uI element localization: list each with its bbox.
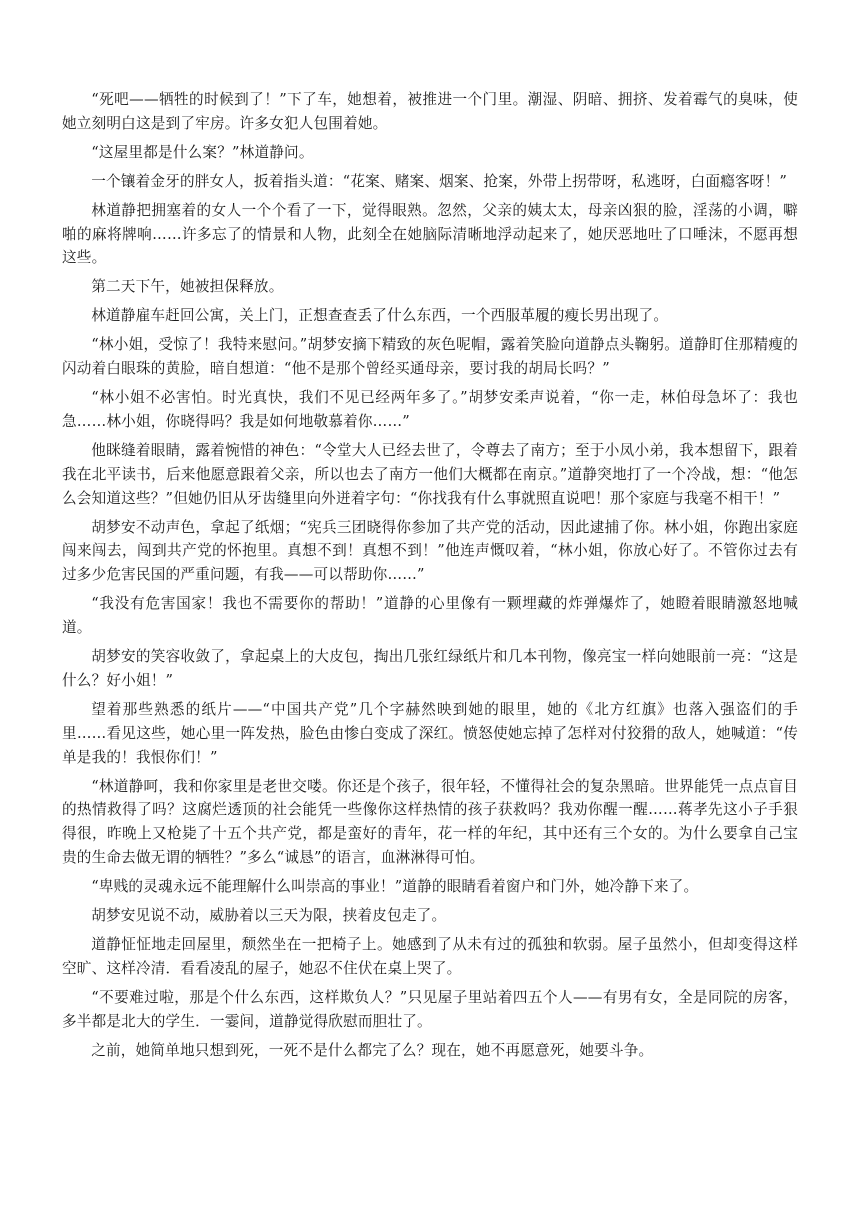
paragraph-6: 林道静雇车赶回公寓，关上门，正想查查丢了什么东西，一个西服革履的瘦长男出现了。 <box>91 307 669 325</box>
paragraph-7: “林小姐，受惊了！我特来慰问。”胡梦安摘下精致的灰色呢帽，露着笑脸向道静点头鞠躬。道静盯住那精瘦的闪动着白眼珠的黄脸，暗自想道：“他不是那个曾经买通母亲，要讨我的胡局长吗？” <box>62 336 798 378</box>
paragraph-8: “林小姐不必害怕。时光真快，我们不见已经两年多了。”胡梦安柔声说着，“你一走，林伯母急坏了：我也急……林小姐，你晓得吗？我是如何地敬慕着你……” <box>62 388 798 430</box>
paragraph-19: 之前，她简单地只想到死，一死不是什么都完了么？现在，她不再愿意死，她要斗争。 <box>91 1041 654 1059</box>
paragraph-17: 道静怔怔地走回屋里，颓然坐在一把椅子上。她感到了从未有过的孤独和软弱。屋子虽然小，但却变得这样空旷、这样冷清．看看凌乱的屋子，她忍不住伏在桌上哭了。 <box>62 936 798 977</box>
paragraph-13: 望着那些熟悉的纸片——“中国共产党”几个字赫然映到她的眼里，她的《北方红旗》也落入强盗们的手里……看见这些，她心里一阵发热，脸色由惨白变成了深红。愤怒使她忘掉了怎样对付狡猾的敌人，她喊道：“传单是我的！我恨你们！” <box>62 700 798 766</box>
paragraph-2: “这屋里都是什么案？”林道静问。 <box>91 143 314 161</box>
paragraph-16: 胡梦安见说不动，威胁着以三天为限，挟着皮包走了。 <box>91 907 447 925</box>
paragraph-15: “卑贱的灵魂永远不能理解什么叫崇高的事业！”道静的眼睛看着窗户和门外，她冷静下来了。 <box>91 878 699 896</box>
paragraph-12: 胡梦安的笑容收敛了，拿起桌上的大皮包，掏出几张红绿纸片和几本刊物，像亮宝一样向她眼前一亮：“这是什么？好小姐！” <box>62 648 798 689</box>
paragraph-1: “死吧——牺牲的时候到了！”下了车，她想着，被推进一个门里。潮湿、阴暗、拥挤、发着霉气的臭味，使她立刻明白这是到了牢房。许多女犯人包围着她。 <box>62 91 798 132</box>
paragraph-3: 一个镶着金牙的胖女人，扳着指头道：“花案、赌案、烟案、抢案，外带上拐带呀，私逃呀，白面瘾客呀！” <box>91 172 788 190</box>
paragraph-11: “我没有危害国家！我也不需要你的帮助！”道静的心里像有一颗埋藏的炸弹爆炸了，她瞪着眼睛激怒地喊道。 <box>62 595 798 637</box>
paragraph-10: 胡梦安不动声色，拿起了纸烟；“宪兵三团晓得你参加了共产党的活动，因此逮捕了你。林小姐，你跑出家庭闯来闯去，闯到共产党的怀抱里。真想不到！真想不到！”他连声慨叹着，“林小姐，你放心好了。不管你过去有过多少危害民国的严重问题，有我——可以帮助你……” <box>62 518 798 584</box>
paragraph-14: “林道静呵，我和你家里是老世交喽。你还是个孩子，很年轻，不懂得社会的复杂黑暗。世界能凭一点点盲目的热情救得了吗？这腐烂透顶的社会能凭一些像你这样热情的孩子获救吗？我劝你醒一醒……蒋孝先这小子手狠得很，昨晚上又枪毙了十五个共产党，都是蛮好的青年，花一样的年纪，其中还有三个女的。为什么要拿自己宝贵的生命去做无谓的牺牲？”多么“诚恳”的语言，血淋淋得可怕。 <box>62 777 798 867</box>
paragraph-4: 林道静把拥塞着的女人一个个看了一下，觉得眼熟。忽然，父亲的姨太太，母亲凶狠的脸，淫荡的小调，噼啪的麻将牌响……许多忘了的情景和人物，此刻全在她脑际清晰地浮动起来了，她厌恶地吐了口唾沫，不愿再想这些。 <box>62 201 798 267</box>
paragraph-5: 第二天下午，她被担保释放。 <box>91 278 284 296</box>
paragraph-18: “不要难过啦，那是个什么东西，这样欺负人？”只见屋子里站着四五个人——有男有女，全是同院的房客，多半都是北大的学生．一霎间，道静觉得欣慰而胆壮了。 <box>62 988 798 1030</box>
document-page <box>62 88 798 1068</box>
paragraph-9: 他眯缝着眼睛，露着惋惜的神色：“令堂大人已经去世了，令尊去了南方；至于小凤小弟，我本想留下，跟着我在北平读书，后来他愿意跟着父亲，所以也去了南方一他们大概都在南京。”道静突地打了一个冷战，想：“他怎么会知道这些？”但她仍旧从牙齿缝里向外迸着字句：“你找我有什么事就照直说吧！那个家庭与我毫不相干！” <box>62 441 798 507</box>
